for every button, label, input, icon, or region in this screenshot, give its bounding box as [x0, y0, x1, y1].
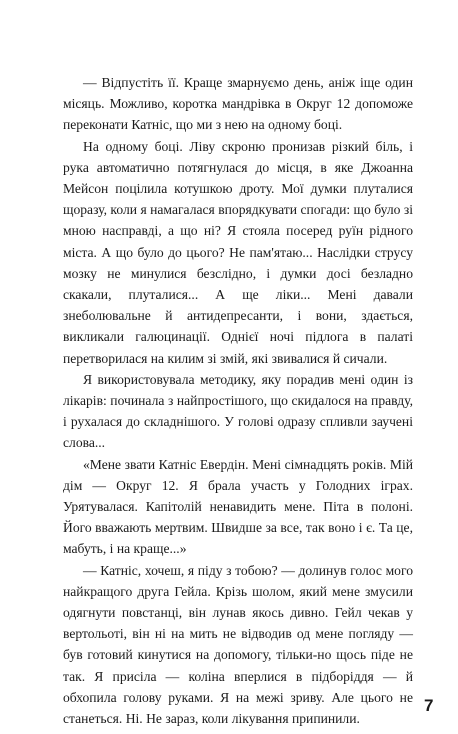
paragraph: Я використовувала методику, яку порадив мені один із лікарів: починала з найпростішого, що скидалося на правду, і рухалася до складнішого. У голові одразу спливли заучені слова... [63, 371, 413, 451]
paragraph: — Відпустіть її. Краще змарнуємо день, аніж іще один місяць. Можливо, коротка мандрівка в Округ 12 допоможе переконати Катніс, що ми з нею на одному боці. [63, 75, 413, 133]
book-page-text [63, 72, 413, 729]
paragraph: — Катніс, хочеш, я піду з тобою? — долинув голос мого найкращого друга Гейла. Крізь шолом, який мене змусили одягнути повстанці, він лунав якось дивно. Гейл чекав у вертольоті, він ні на мить не відводив од мене погляду — був готовий кинутися на допомогу, тільки-но щось піде не так. Я присіла — коліна вперлися в підборіддя — й обхопила голову руками. Я на межі зриву. Але цього не станеться. Ні. Не зараз, коли лікування припинили. [63, 562, 413, 727]
paragraph: На одному боці. Ліву скроню пронизав різкий біль, і рука автоматично потягнулася до місця, в яке Джоанна Мейсон поцілила котушкою дроту. Мої думки плуталися щоразу, коли я намагалася впорядкувати спогади: що було зі мною насправді, а що ні? Я стояла посеред руїн рідного міста. А що було до цього? Не пам'ятаю... Наслідки струсу мозку не минулися безслідно, і думки досі безладно скакали, плуталися... А ще ліки... Мені давали знеболювальне й антидепресанти, і вони, здається, викликали галюцинації. Однієї ночі підлога в палаті перетворилася на килим зі змій, які звивалися й сичали. [63, 138, 413, 366]
paragraph: «Мене звати Катніс Евердін. Мені сімнадцять років. Мій дім — Округ 12. Я брала участь у Голодних іграх. Урятувалася. Капітолій ненавидить мене. Піта в полоні. Його вважають мертвим. Швидше за все, так воно і є. Та це, мабуть, і на краще...» [63, 456, 413, 557]
page-number: 7 [424, 696, 434, 715]
